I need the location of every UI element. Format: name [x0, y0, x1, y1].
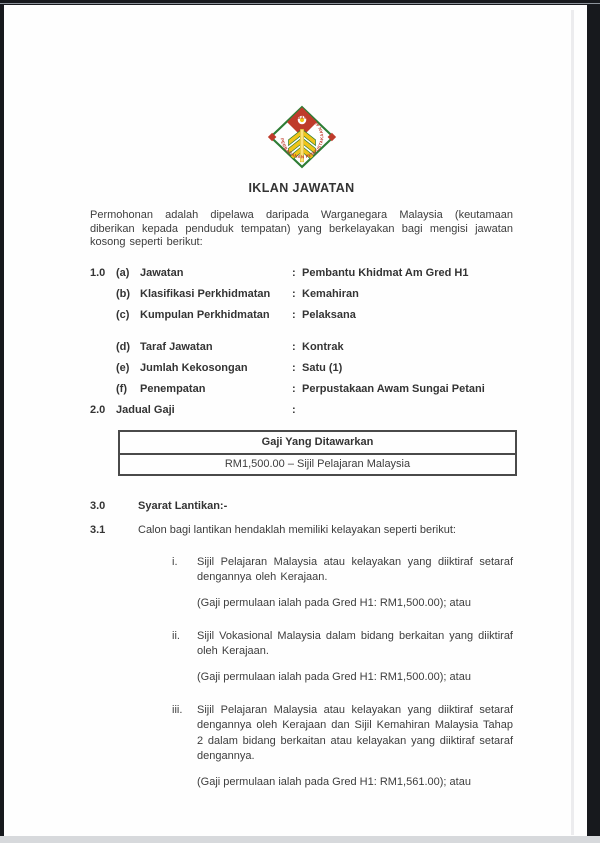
- kv-value: Perpustakaan Awam Sungai Petani: [302, 382, 485, 395]
- requirement-item-iii: [172, 703, 513, 790]
- section-number: 2.0: [90, 403, 106, 416]
- scan-bottom-edge: [0, 836, 600, 843]
- section-2-label: Jadual Gaji: [116, 403, 175, 416]
- requirement-text: Sijil Pelajaran Malaysia atau kelayakan yang diiktiraf setaraf dengannya oleh Kerajaan.: [197, 555, 513, 584]
- salary-table: [118, 430, 517, 476]
- kv-value: Kemahiran: [302, 287, 359, 300]
- colon: :: [292, 287, 296, 300]
- salary-note: (Gaji permulaan ialah pada Gred H1: RM1,561.00); atau: [197, 775, 471, 788]
- kv-row-klasifikasi: (b) Klasifikasi Perkhidmatan : Kemahiran: [90, 287, 513, 301]
- intro-paragraph: Permohonan adalah dipelawa daripada Warganegara Malaysia (keutamaan diberikan kepada penduduk tempatan) yang berkelayakan bagi mengisi jawatan kosong seperti berikut:: [90, 209, 513, 249]
- section-number: 3.1: [90, 523, 106, 536]
- section-3-1: [90, 523, 513, 537]
- colon: :: [292, 382, 296, 395]
- kv-row-penempatan: (f) Penempatan : Perpustakaan Awam Sungai Petani: [90, 382, 513, 396]
- library-logo: [90, 105, 513, 169]
- requirements-list: [172, 555, 513, 790]
- salary-note: (Gaji permulaan ialah pada Gred H1: RM1,500.00); atau: [197, 670, 471, 683]
- requirement-text: Sijil Pelajaran Malaysia atau kelayakan yang diiktiraf setaraf dengannya oleh Kerajaan dan Sijil Kemahiran Malaysia Tahap 2 dalam bidang berkaitan atau kelayakan yang diiktiraf setaraf dengannya.: [197, 703, 513, 763]
- kv-value: Kontrak: [302, 340, 344, 353]
- kv-row-kekosongan: (e) Jumlah Kekosongan : Satu (1): [90, 361, 513, 375]
- colon: :: [292, 308, 296, 321]
- section-3-label: Syarat Lantikan:-: [138, 499, 228, 512]
- kv-row-taraf: (d) Taraf Jawatan : Kontrak: [90, 340, 513, 354]
- kv-row-kumpulan: (c) Kumpulan Perkhidmatan : Pelaksana: [90, 308, 513, 322]
- colon: :: [292, 266, 296, 279]
- kv-value: Satu (1): [302, 361, 343, 374]
- roman-numeral: ii.: [172, 629, 180, 642]
- perpustakaan-awam-kedah-emblem: [266, 105, 338, 169]
- colon: :: [292, 361, 296, 374]
- salary-table-header: Gaji Yang Ditawarkan: [120, 432, 515, 455]
- scan-edge-highlight: [0, 3, 600, 4]
- logo-arc-text: PERBADANAN PERPUSTAKAAN AWAM KEDAH: [279, 114, 324, 160]
- document-page: [4, 5, 587, 836]
- colon: :: [292, 340, 296, 353]
- kv-row-jawatan: 1.0 (a) Jawatan : Pembantu Khidmat Am Gred H1: [90, 266, 513, 280]
- requirement-item-i: [172, 555, 513, 611]
- section-2-heading: [90, 403, 513, 417]
- kv-value: Pelaksana: [302, 308, 356, 321]
- kv-value: Pembantu Khidmat Am Gred H1: [302, 266, 469, 279]
- section-number: 1.0: [90, 266, 106, 279]
- colon: :: [292, 403, 296, 416]
- requirement-item-ii: [172, 629, 513, 685]
- page-title: IKLAN JAWATAN: [248, 181, 355, 195]
- requirement-text: Sijil Vokasional Malaysia dalam bidang berkaitan yang diiktiraf oleh Kerajaan.: [197, 629, 513, 658]
- section-3-1-text: Calon bagi lantikan hendaklah memiliki kelayakan seperti berikut:: [138, 523, 456, 536]
- section-1: [90, 266, 513, 396]
- roman-numeral: i.: [172, 555, 178, 568]
- salary-note: (Gaji permulaan ialah pada Gred H1: RM1,500.00); atau: [197, 596, 471, 609]
- section-number: 3.0: [90, 499, 106, 512]
- scan-shading: [571, 10, 574, 835]
- salary-table-value: RM1,500.00 – Sijil Pelajaran Malaysia: [224, 457, 411, 470]
- roman-numeral: iii.: [172, 703, 183, 716]
- section-3-heading: [90, 499, 513, 513]
